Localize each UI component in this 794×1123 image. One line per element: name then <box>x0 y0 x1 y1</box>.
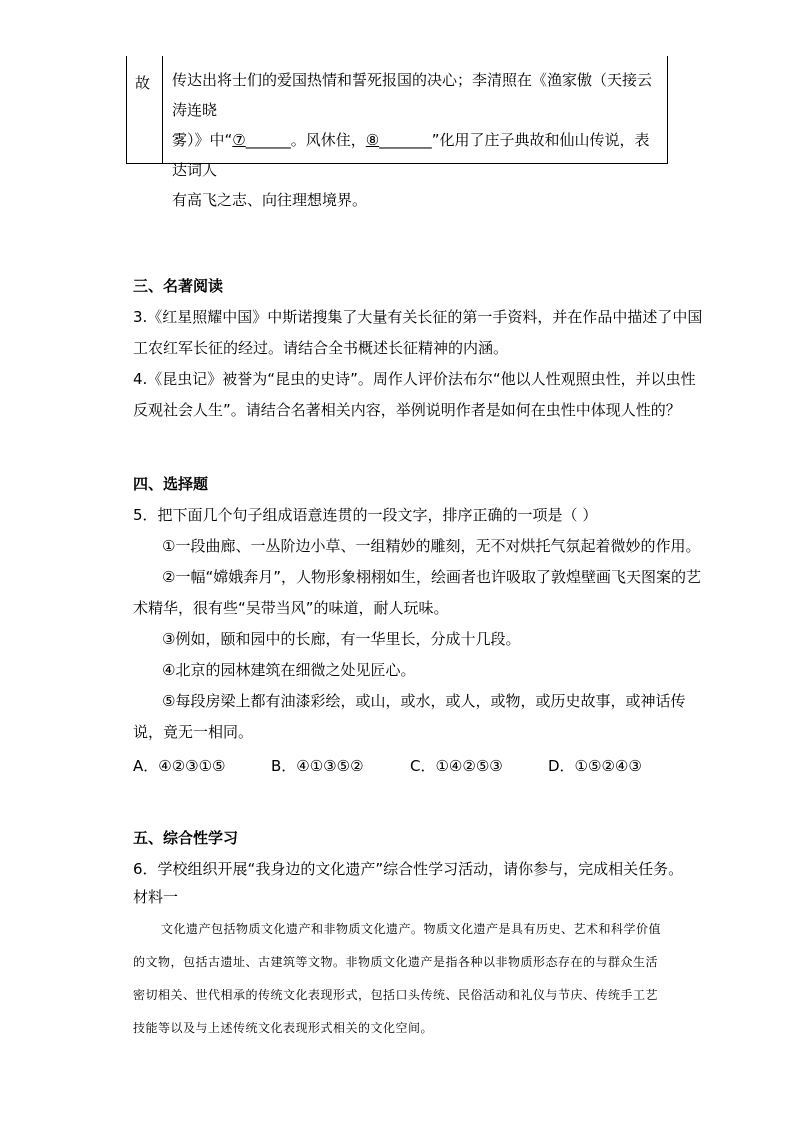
poetry-table-fragment <box>126 56 668 209</box>
blank-7[interactable]: ______ <box>245 131 291 149</box>
option-d[interactable]: D．①⑤②④③ <box>548 757 642 775</box>
option-a[interactable]: A．④②③①⑤ <box>133 757 226 775</box>
blank-8[interactable]: _______ <box>379 131 432 149</box>
section-4-heading: 四、选择题 <box>133 475 209 493</box>
section-5-heading: 五、综合性学习 <box>133 829 239 847</box>
table-line-1: 传达出将士们的爱国热情和誓死报国的决心；李清照在《渔家傲（天接云涛连晓 <box>172 71 653 119</box>
blank-7-number: ⑦ <box>232 131 246 149</box>
table-right-cell <box>163 56 667 209</box>
material-1-text: 文化遗产包括物质文化遗产和非物质文化遗产。物质文化遗产是具有历史、艺术和科学价值的文物，包括古遗址、古建筑等文物。非物质文化遗产是指各种以非物质形态存在的与群众生活密切相关、世代相承的传统文化表现形式，包括口头传统、民俗活动和礼仪与节庆、传统手工艺技能等以及与上述传统文化表现形式相关的文化空间。 <box>133 922 662 1035</box>
table-line-3: 有高飞之志、向往理想境界。 <box>172 191 368 209</box>
table-line-2: 雾）》中“⑦______。风休住，⑧_______”化用了庄子典故和仙山传说，表达词人 <box>172 131 650 179</box>
sentence-4: ④北京的园林建筑在细微之处见匠心。 <box>162 661 416 679</box>
sentence-3: ③例如，颐和园中的长廊，有一华里长，分成十几段。 <box>162 630 521 648</box>
material-1-label: 材料一 <box>133 888 179 906</box>
sentence-1: ①一段曲廊、一丛阶边小草、一组精妙的雕刻，无不对烘托气氛起着微妙的作用。 <box>162 537 701 555</box>
question-3-line-1: 3.《红星照耀中国》中斯诺搜集了大量有关长征的第一手资料，并在作品中描述了中国 <box>133 308 703 326</box>
sentence-2-line-1: ②一幅“嫦娥奔月”，人物形象栩栩如生，绘画者也许吸取了敦煌壁画飞天图案的艺 <box>162 568 701 586</box>
question-3-line-2: 工农红军长征的经过。请结合全书概述长征精神的内涵。 <box>133 339 509 357</box>
sentence-5-line-1: ⑤每段房梁上都有油漆彩绘，或山，或水，或人，或物，或历史故事，或神话传 <box>162 692 686 710</box>
question-6-stem: 6．学校组织开展“我身边的文化遗产”综合性学习活动，请你参与，完成相关任务。 <box>133 860 684 878</box>
sentence-2-line-2: 术精华，很有些“吴带当风”的味道，耐人玩味。 <box>133 599 449 617</box>
section-3-heading: 三、名著阅读 <box>133 277 224 295</box>
option-b[interactable]: B．④①③⑤② <box>271 757 364 775</box>
question-4-line-2: 反观社会人生”。请结合名著相关内容，举例说明作者是如何在虫性中体现人性的？ <box>133 401 681 419</box>
blank-8-number: ⑧ <box>365 131 380 149</box>
question-5-stem: 5．把下面几个句子组成语意连贯的一段文字，排序正确的一项是（ ） <box>133 506 598 524</box>
sentence-5-line-2: 说，竟无一相同。 <box>133 723 254 741</box>
option-c[interactable]: C．①④②⑤③ <box>410 757 503 775</box>
table-left-cell: 故 <box>127 56 163 163</box>
question-4-line-1: 4.《昆虫记》被誉为“昆虫的史诗”。周作人评价法布尔“他以人性观照虫性，并以虫性 <box>133 370 696 388</box>
